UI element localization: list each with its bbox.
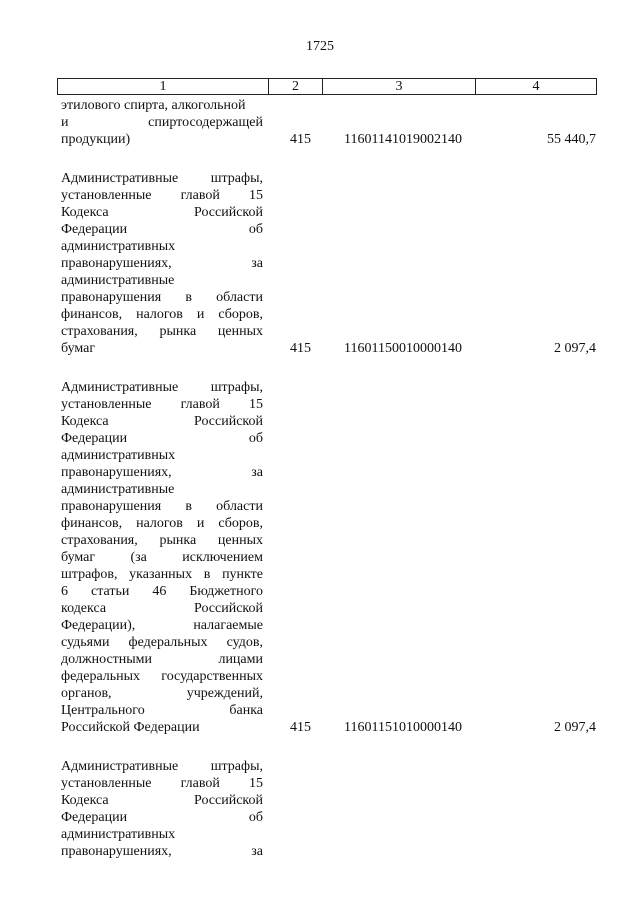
description-word: государственных xyxy=(161,669,263,684)
description-word: области xyxy=(216,290,263,305)
description-word: ценных xyxy=(217,324,263,339)
description-word: налагаемые xyxy=(193,618,263,633)
description-line xyxy=(61,379,263,396)
description-word: об xyxy=(248,431,263,446)
budget-classification-code: 11601151010000140 xyxy=(344,720,462,735)
description-line xyxy=(61,187,263,204)
row-description xyxy=(61,758,263,860)
description-line xyxy=(61,238,263,255)
row-description xyxy=(61,379,263,736)
description-line xyxy=(61,306,263,323)
description-word: 15 xyxy=(248,776,263,791)
description-word: (за xyxy=(130,550,147,565)
description-word: 15 xyxy=(248,397,263,412)
description-word: спиртосодержащей xyxy=(148,115,263,130)
ministry-code: 415 xyxy=(290,341,311,356)
column-header-table xyxy=(57,78,597,95)
table-row xyxy=(61,170,601,357)
description-word: Кодекса xyxy=(61,793,109,808)
description-word: главой xyxy=(180,188,220,203)
description-line xyxy=(61,396,263,413)
description-word: административные xyxy=(61,273,175,288)
row-description xyxy=(61,170,263,357)
column-header-row xyxy=(58,79,597,95)
description-line xyxy=(61,651,263,668)
budget-classification-code: 11601150010000140 xyxy=(344,341,462,356)
description-word: 15 xyxy=(248,188,263,203)
description-word: правонарушения xyxy=(61,499,162,514)
table-row xyxy=(61,379,601,736)
description-line xyxy=(61,600,263,617)
description-word: Федерации), xyxy=(61,618,136,633)
description-word: сборов, xyxy=(218,307,263,322)
description-line xyxy=(61,515,263,532)
description-word: правонарушениях, xyxy=(61,465,172,480)
description-word: Центрального xyxy=(61,703,145,718)
description-word: судьями xyxy=(61,635,110,650)
description-line xyxy=(61,481,263,498)
description-word: Кодекса xyxy=(61,205,109,220)
description-line xyxy=(61,809,263,826)
ministry-code: 415 xyxy=(290,720,311,735)
description-line xyxy=(61,204,263,221)
description-word: административных xyxy=(61,827,176,842)
description-word: Российской Федерации xyxy=(61,720,200,735)
description-line xyxy=(61,131,263,148)
description-word: кодекса xyxy=(61,601,107,616)
description-word: и xyxy=(196,307,205,322)
description-word: главой xyxy=(180,776,220,791)
description-word: за xyxy=(251,844,263,859)
column-header-2: 2 xyxy=(269,79,323,95)
description-line xyxy=(61,792,263,809)
description-line xyxy=(61,775,263,792)
description-line xyxy=(61,498,263,515)
description-word: банка xyxy=(229,703,263,718)
description-line xyxy=(61,114,263,131)
description-line xyxy=(61,323,263,340)
budget-classification-code: 11601141019002140 xyxy=(344,132,462,147)
description-word: Административные xyxy=(61,171,179,186)
table-body xyxy=(61,97,601,860)
description-line xyxy=(61,532,263,549)
description-word: Федерации xyxy=(61,222,128,237)
description-word: сборов, xyxy=(218,516,263,531)
page-number: 1725 xyxy=(306,39,334,54)
description-word: рынка xyxy=(159,533,197,548)
description-word: штрафы, xyxy=(210,171,263,186)
table-row xyxy=(61,758,601,860)
description-word: федеральных xyxy=(128,635,208,650)
description-word: Российской xyxy=(194,793,263,808)
amount: 55 440,7 xyxy=(547,132,596,147)
description-word: в xyxy=(185,290,192,305)
amount: 2 097,4 xyxy=(554,341,596,356)
description-line xyxy=(61,617,263,634)
description-word: Бюджетного xyxy=(189,584,263,599)
description-word: 46 xyxy=(152,584,167,599)
description-word: лицами xyxy=(218,652,263,667)
description-word: налогов xyxy=(136,516,183,531)
description-line xyxy=(61,255,263,272)
description-word: штрафы, xyxy=(210,759,263,774)
description-word: налогов xyxy=(136,307,183,322)
description-line xyxy=(61,583,263,600)
description-word: судов, xyxy=(226,635,263,650)
description-word: об xyxy=(248,810,263,825)
description-word: Федерации xyxy=(61,431,128,446)
column-header-4: 4 xyxy=(476,79,597,95)
description-line xyxy=(61,413,263,430)
description-word: за xyxy=(251,256,263,271)
description-word: административных xyxy=(61,239,176,254)
description-word: штрафов, xyxy=(61,567,118,582)
description-word: исключением xyxy=(182,550,263,565)
description-word: Кодекса xyxy=(61,414,109,429)
table-row xyxy=(61,97,601,148)
description-word: страхования, xyxy=(61,533,138,548)
description-word: установленные xyxy=(61,397,152,412)
description-word: Административные xyxy=(61,380,179,395)
description-line xyxy=(61,289,263,306)
description-word: в xyxy=(185,499,192,514)
description-line xyxy=(61,464,263,481)
description-word: должностными xyxy=(61,652,153,667)
description-line xyxy=(61,634,263,651)
description-line xyxy=(61,430,263,447)
description-word: ценных xyxy=(217,533,263,548)
description-word: этилового спирта, алкогольной xyxy=(61,98,246,113)
description-line xyxy=(61,97,263,114)
description-word: финансов, xyxy=(61,307,123,322)
description-word: Административные xyxy=(61,759,179,774)
description-word: федеральных xyxy=(61,669,141,684)
description-word: органов, xyxy=(61,686,112,701)
description-word: правонарушениях, xyxy=(61,844,172,859)
description-line xyxy=(61,826,263,843)
description-word: штрафы, xyxy=(210,380,263,395)
description-line xyxy=(61,758,263,775)
description-word: страхования, xyxy=(61,324,138,339)
column-header-1: 1 xyxy=(58,79,269,95)
description-word: правонарушения xyxy=(61,290,162,305)
amount: 2 097,4 xyxy=(554,720,596,735)
description-line xyxy=(61,447,263,464)
description-word: административные xyxy=(61,482,175,497)
description-word: установленные xyxy=(61,188,152,203)
description-word: Российской xyxy=(194,601,263,616)
description-word: установленные xyxy=(61,776,152,791)
description-word: в xyxy=(203,567,211,582)
description-line xyxy=(61,702,263,719)
description-word: главой xyxy=(180,397,220,412)
description-line xyxy=(61,668,263,685)
ministry-code: 415 xyxy=(290,132,311,147)
description-word: бумаг xyxy=(61,550,96,565)
description-line xyxy=(61,843,263,860)
description-word: об xyxy=(248,222,263,237)
description-word: и xyxy=(196,516,205,531)
description-line xyxy=(61,566,263,583)
description-line xyxy=(61,719,263,736)
description-line xyxy=(61,340,263,357)
description-word: Российской xyxy=(194,205,263,220)
description-word: финансов, xyxy=(61,516,123,531)
description-word: пункте xyxy=(222,567,263,582)
description-word: Федерации xyxy=(61,810,128,825)
description-word: продукции) xyxy=(61,132,131,147)
description-line xyxy=(61,685,263,702)
row-description xyxy=(61,97,263,148)
description-word: рынка xyxy=(159,324,197,339)
description-word: правонарушениях, xyxy=(61,256,172,271)
description-word: административных xyxy=(61,448,176,463)
description-word: области xyxy=(216,499,263,514)
description-line xyxy=(61,221,263,238)
description-word: учреждений, xyxy=(186,686,263,701)
description-line xyxy=(61,549,263,566)
description-word: за xyxy=(251,465,263,480)
description-word: указанных xyxy=(129,567,193,582)
description-word: и xyxy=(61,115,69,130)
column-header-3: 3 xyxy=(323,79,476,95)
description-line xyxy=(61,272,263,289)
description-word: бумаг xyxy=(61,341,96,356)
description-line xyxy=(61,170,263,187)
description-word: Российской xyxy=(194,414,263,429)
description-word: 6 xyxy=(61,584,68,599)
description-word: статьи xyxy=(91,584,130,599)
